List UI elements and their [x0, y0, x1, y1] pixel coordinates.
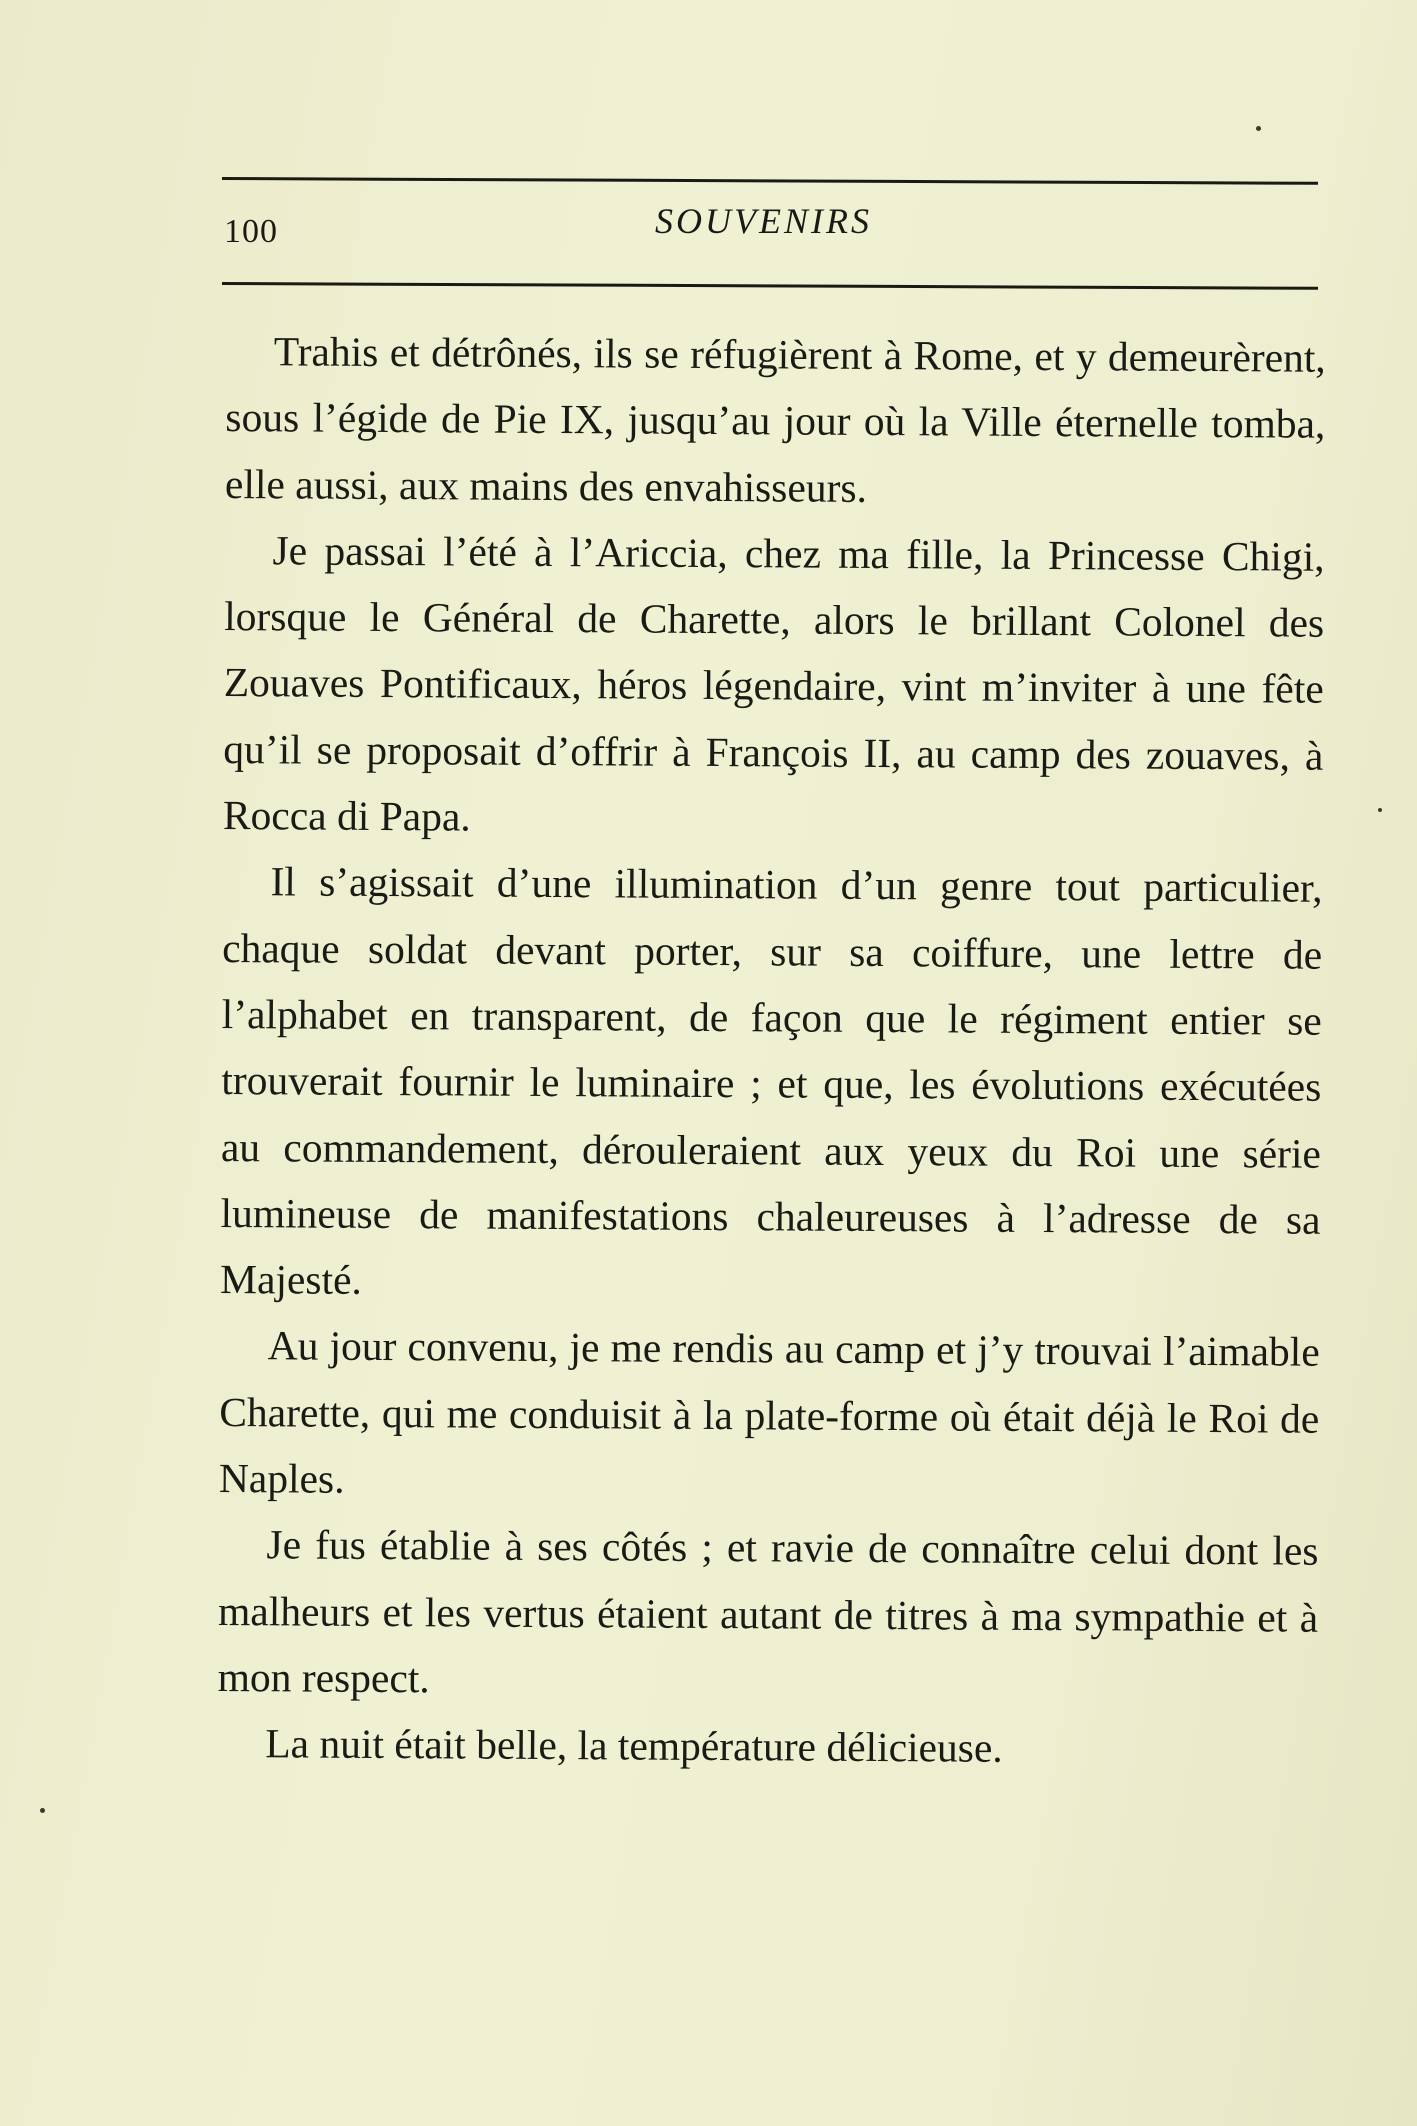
- paragraph: Il s’agissait d’une illumination d’un genre tout particulier, chaque soldat devant porter, sur sa coiffure, une lettre de l’alphabet en transparent, de façon que le régiment entier se trouverait fournir le luminaire ; et que, les évolutions exécutées au commandement, dérouleraient aux yeux du Roi une série lumineuse de manifestations chaleureuses à l’adresse de sa Majesté.: [219, 858, 1323, 1304]
- paper-speck: [1256, 126, 1261, 131]
- paragraph: Je fus établie à ses côtés ; et ravie de connaître celui dont les malheurs et les vertus étaient autant de titres à ma sympathie et à mon respect.: [217, 1521, 1319, 1702]
- header-bottom-rule: [222, 282, 1318, 290]
- paper-speck: [40, 1808, 45, 1813]
- paragraph: Trahis et détrônés, ils se réfugièrent à Rome, et y demeurèrent, sous l’égide de Pie IX, jusqu’au jour où la Ville éternelle tomba, elle aussi, aux mains des envahisseurs.: [224, 328, 1326, 511]
- paper-speck: [1378, 808, 1382, 812]
- paragraph: La nuit était belle, la température délicieuse.: [265, 1720, 1003, 1772]
- page-number: 100: [224, 213, 278, 250]
- header-top-rule: [222, 177, 1318, 185]
- body-text: [217, 318, 1326, 1783]
- paragraph: Au jour convenu, je me rendis au camp et j’y trouvai l’aimable Charette, qui me conduisit à la plate-forme où était déjà le Roi de Naples.: [218, 1322, 1320, 1502]
- running-title: SOUVENIRS: [655, 201, 872, 241]
- paragraph: Je passai l’été à l’Ariccia, chez ma fille, la Princesse Chigi, lorsque le Général de Charette, alors le brillant Colonel des Zouaves Pontificaux, héros légendaire, vint m’inviter à une fête qu’il se proposait d’offrir à François II, au camp des zouaves, à Rocca di Papa.: [222, 527, 1325, 840]
